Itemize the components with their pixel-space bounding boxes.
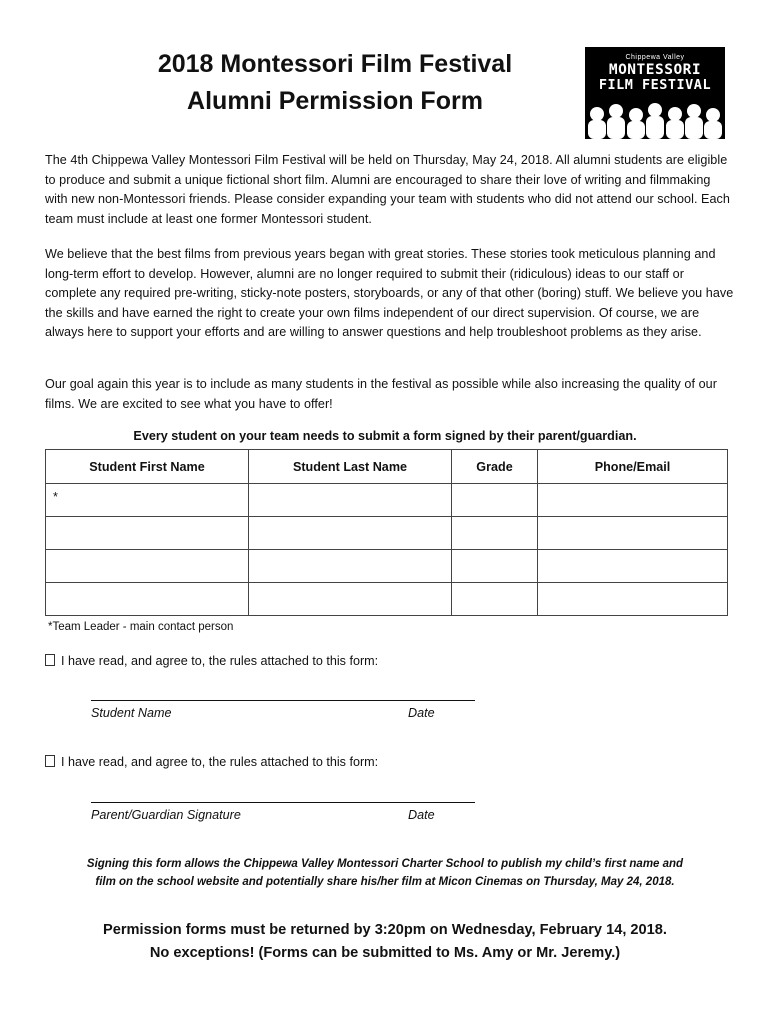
table-row: [46, 583, 728, 616]
intro-paragraph: The 4th Chippewa Valley Montessori Film Festival will be held on Thursday, May 24, 2018. All alumni students are eligible to produce and submit a unique fictional short film. Alumni are encouraged to share their love of writing and filmmaking with new non-Montessori friends. Please consider expanding your team with students who did not attend our school. Each team must include at least one former Montessori student.: [45, 153, 730, 226]
audience-silhouette-icon: [585, 97, 725, 139]
phone-email-cell[interactable]: [538, 550, 728, 583]
student-agree-checkbox[interactable]: [45, 654, 55, 666]
logo-small-text: Chippewa Valley: [625, 54, 685, 61]
title-line-2: Alumni Permission Form: [187, 87, 483, 115]
first-name-cell[interactable]: [46, 517, 249, 550]
consent-line-1: Signing this form allows the Chippewa Valley Montessori Charter School to publish my child’s first name and: [86, 858, 684, 870]
first-name-cell[interactable]: *: [46, 484, 249, 517]
first-name-cell[interactable]: [46, 550, 249, 583]
table-row: [46, 484, 728, 517]
first-name-cell[interactable]: [46, 583, 249, 616]
title-line-1: 2018 Montessori Film Festival: [157, 50, 513, 78]
phone-email-cell[interactable]: [538, 517, 728, 550]
team-leader-footnote: *Team Leader - main contact person: [48, 621, 234, 633]
student-date-label: Date: [408, 706, 435, 720]
table-header-row: [46, 450, 728, 484]
grade-cell[interactable]: [452, 517, 538, 550]
student-signature-line[interactable]: [91, 700, 475, 701]
parent-agreement: [45, 755, 378, 769]
last-name-cell[interactable]: [249, 517, 452, 550]
logo-line-1: MONTESSORI: [608, 62, 702, 78]
header-grade: Grade: [452, 450, 538, 484]
grade-cell[interactable]: [452, 484, 538, 517]
return-deadline: [45, 919, 725, 965]
parent-signature-label: Parent/Guardian Signature: [91, 808, 241, 822]
header-phone-email: Phone/Email: [538, 450, 728, 484]
student-agreement-text: I have read, and agree to, the rules attached to this form:: [61, 654, 379, 668]
parent-agree-checkbox[interactable]: [45, 755, 55, 767]
page-title: [40, 46, 630, 120]
grade-cell[interactable]: [452, 583, 538, 616]
parent-agreement-text: I have read, and agree to, the rules attached to this form:: [61, 755, 379, 769]
publication-consent: [45, 855, 725, 891]
last-name-cell[interactable]: [249, 550, 452, 583]
table-row: [46, 517, 728, 550]
table-notice: Every student on your team needs to submit a form signed by their parent/guardian.: [133, 429, 637, 443]
student-name-label: Student Name: [91, 706, 172, 720]
deadline-line-2: No exceptions! (Forms can be submitted to Ms. Amy or Mr. Jeremy.): [149, 945, 621, 961]
header-last-name: Student Last Name: [249, 450, 452, 484]
table-row: [46, 550, 728, 583]
last-name-cell[interactable]: [249, 484, 452, 517]
parent-date-label: Date: [408, 808, 435, 822]
goal-paragraph: Our goal again this year is to include as many students in the festival as possible while also increasing the quality of our films. We are excited to see what you have to offer!: [45, 377, 717, 411]
parent-signature-line[interactable]: [91, 802, 475, 803]
consent-line-2: film on the school website and potentially share his/her film at Micon Cinemas on Thursday, May 24, 2018.: [95, 876, 675, 888]
stories-paragraph: We believe that the best films from previous years began with great stories. These stories took meticulous planning and long-term effort to develop. However, alumni are no longer required to submit their (ridiculous) ideas to our staff or complete any required pre-writing, sticky-note posters, storyboards, or any of that other (boring) stuff. We believe you have the skills and have earned the right to create your own films independent of our direct supervision. Of course, we are always here to support your efforts and are willing to answer questions and help troubleshoot problems as they arise.: [45, 247, 734, 339]
logo-line-2: FILM FESTIVAL: [598, 77, 712, 93]
phone-email-cell[interactable]: [538, 583, 728, 616]
student-agreement: [45, 654, 378, 668]
phone-email-cell[interactable]: [538, 484, 728, 517]
last-name-cell[interactable]: [249, 583, 452, 616]
grade-cell[interactable]: [452, 550, 538, 583]
deadline-line-1: Permission forms must be returned by 3:20pm on Wednesday, February 14, 2018.: [103, 922, 667, 938]
film-festival-logo: [585, 47, 725, 139]
header-first-name: Student First Name: [46, 450, 249, 484]
team-roster-table: [45, 449, 728, 616]
